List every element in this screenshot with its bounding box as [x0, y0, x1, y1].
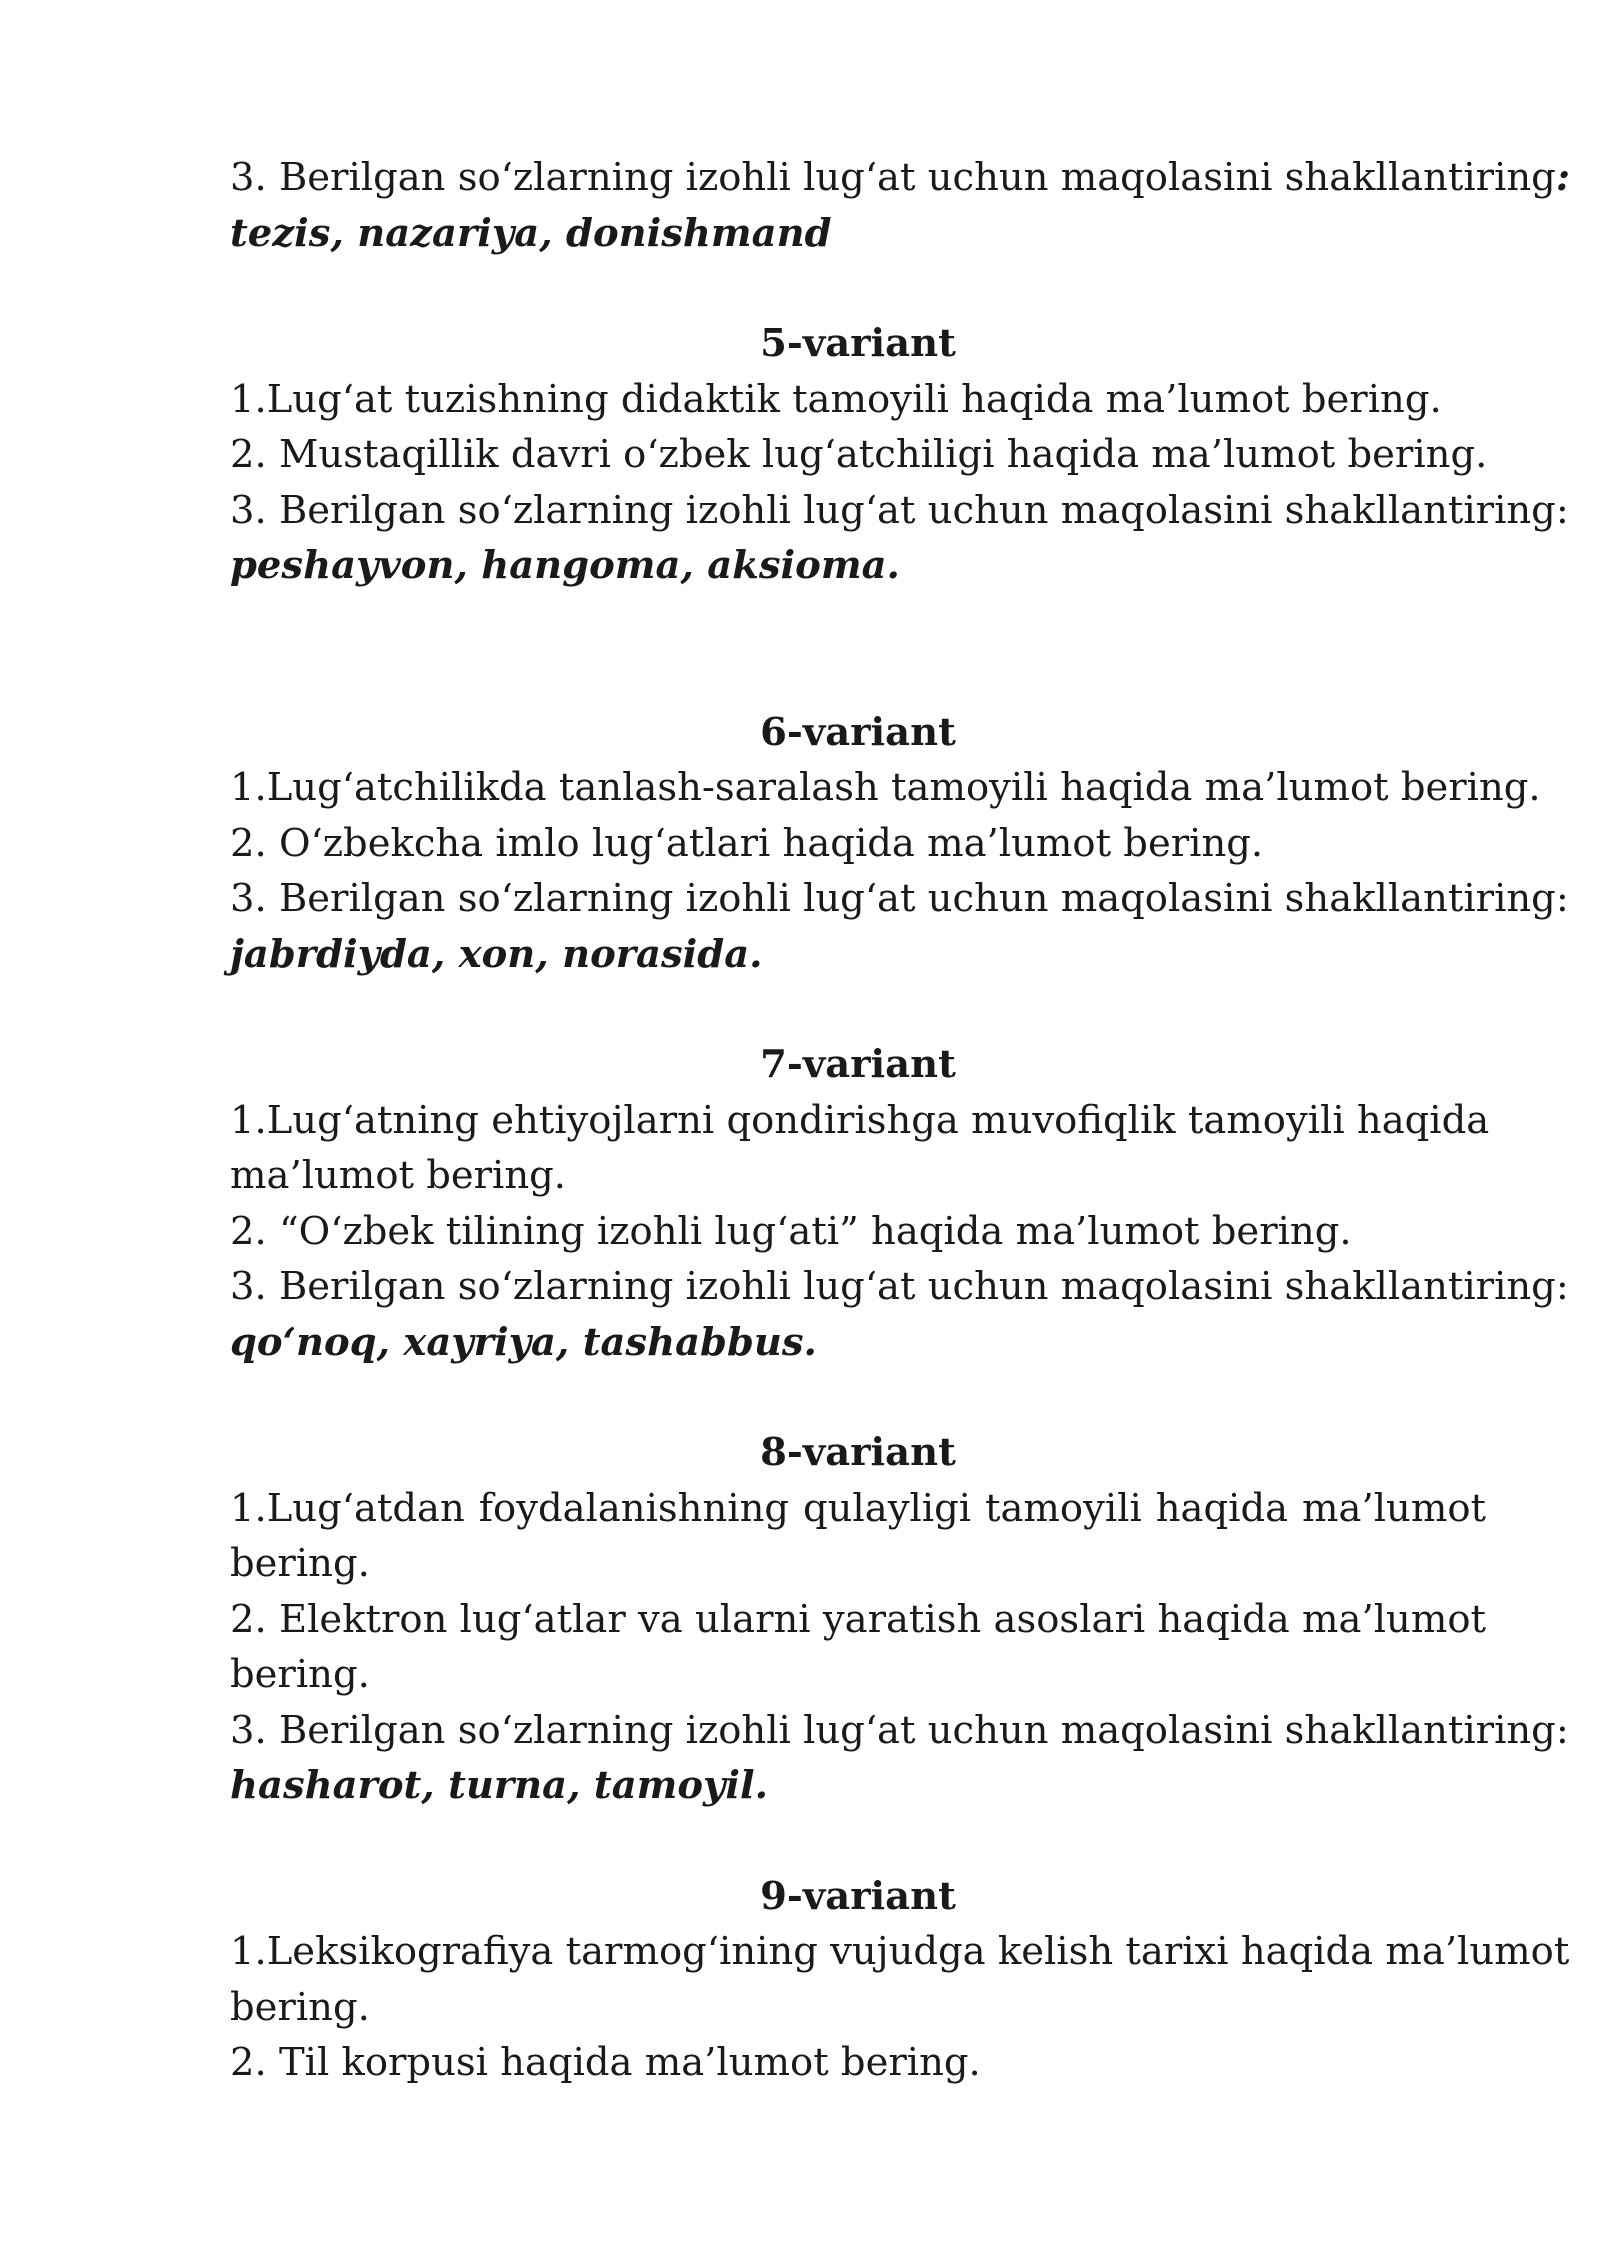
variant-8 [230, 1425, 1569, 1814]
variant-5 [230, 316, 1569, 594]
top-words: tezis, nazariya, donishmand [230, 210, 832, 256]
variant-6-q2: 2. O‘zbekcha imlo lug‘atlari haqida ma’lumot bering. [230, 820, 1264, 866]
variant-9 [230, 1869, 1570, 2091]
spacer [230, 1370, 1486, 1425]
variant-9-heading: 9-variant [760, 1873, 956, 1919]
variant-7-q1-line1: 1.Lug‘atning ehtiyojlarni qondirishga muvofiqlik tamoyili haqida [230, 1097, 1490, 1143]
variant-6-q3: 3. Berilgan so‘zlarning izohli lug‘at uchun maqolasini shakllantiring: [230, 876, 1569, 921]
top-q3-text: 3. Berilgan so‘zlarning izohli lug‘at uchun maqolasini shakllantiring [230, 155, 1556, 200]
top-block [230, 150, 1571, 261]
variant-5-q2: 2. Mustaqillik davri o‘zbek lug‘atchiligi haqida ma’lumot bering. [230, 432, 1488, 477]
variant-7-q1-line2: ma’lumot bering. [230, 1153, 567, 1198]
variant-6-words: jabrdiyda, xon, norasida. [230, 931, 763, 977]
variant-7-heading: 7-variant [760, 1042, 956, 1087]
variant-5-words: peshayvon, hangoma, aksioma. [230, 543, 900, 588]
variant-8-q2-line1: 2. Elektron lug‘atlar va ularni yaratish asoslari haqida ma’lumot [230, 1596, 1486, 1642]
variant-9-q2: 2. Til korpusi haqida ma’lumot bering. [230, 2040, 981, 2085]
variant-6 [230, 705, 1569, 983]
variant-8-heading: 8-variant [760, 1430, 956, 1475]
variant-8-q1-line1: 1.Lug‘atdan foydalanishning qulayligi tamoyili haqida ma’lumot [230, 1485, 1486, 1531]
variant-9-q1-line2: bering. [230, 1984, 370, 2030]
variant-6-q1: 1.Lug‘atchilikda tanlash-saralash tamoyili haqida ma’lumot bering. [230, 765, 1541, 810]
variant-7-words: qo‘noq, xayriya, tashabbus. [230, 1319, 817, 1365]
spacer [230, 594, 1486, 705]
variant-7-q3: 3. Berilgan so‘zlarning izohli lug‘at uchun maqolasini shakllantiring: [230, 1264, 1569, 1309]
variant-5-q3: 3. Berilgan so‘zlarning izohli lug‘at uchun maqolasini shakllantiring: [230, 487, 1569, 533]
variant-5-heading: 5-variant [760, 321, 956, 366]
variant-8-q3: 3. Berilgan so‘zlarning izohli lug‘at uchun maqolasini shakllantiring: [230, 1707, 1569, 1753]
variant-6-heading: 6-variant [760, 709, 956, 755]
top-q3-line [230, 150, 1571, 206]
top-q3-colon: : [1555, 155, 1571, 200]
variant-5-q1: 1.Lug‘at tuzishning didaktik tamoyili haqida ma’lumot bering. [230, 376, 1442, 422]
variant-7 [230, 1037, 1569, 1370]
variant-8-q2-line2: bering. [230, 1652, 370, 1697]
spacer [230, 1814, 1486, 1869]
variant-7-q2: 2. “O‘zbek tilining izohli lug‘ati” haqida ma’lumot bering. [230, 1208, 1352, 1254]
spacer [230, 982, 1486, 1037]
variant-8-words: hasharot, turna, tamoyil. [230, 1763, 769, 1808]
spacer [230, 261, 1486, 316]
variant-8-q1-line2: bering. [230, 1541, 370, 1586]
variant-9-q1-line1: 1.Leksikografiya tarmog‘ining vujudga kelish tarixi haqida ma’lumot [230, 1929, 1570, 1974]
document-page [230, 150, 1571, 2091]
